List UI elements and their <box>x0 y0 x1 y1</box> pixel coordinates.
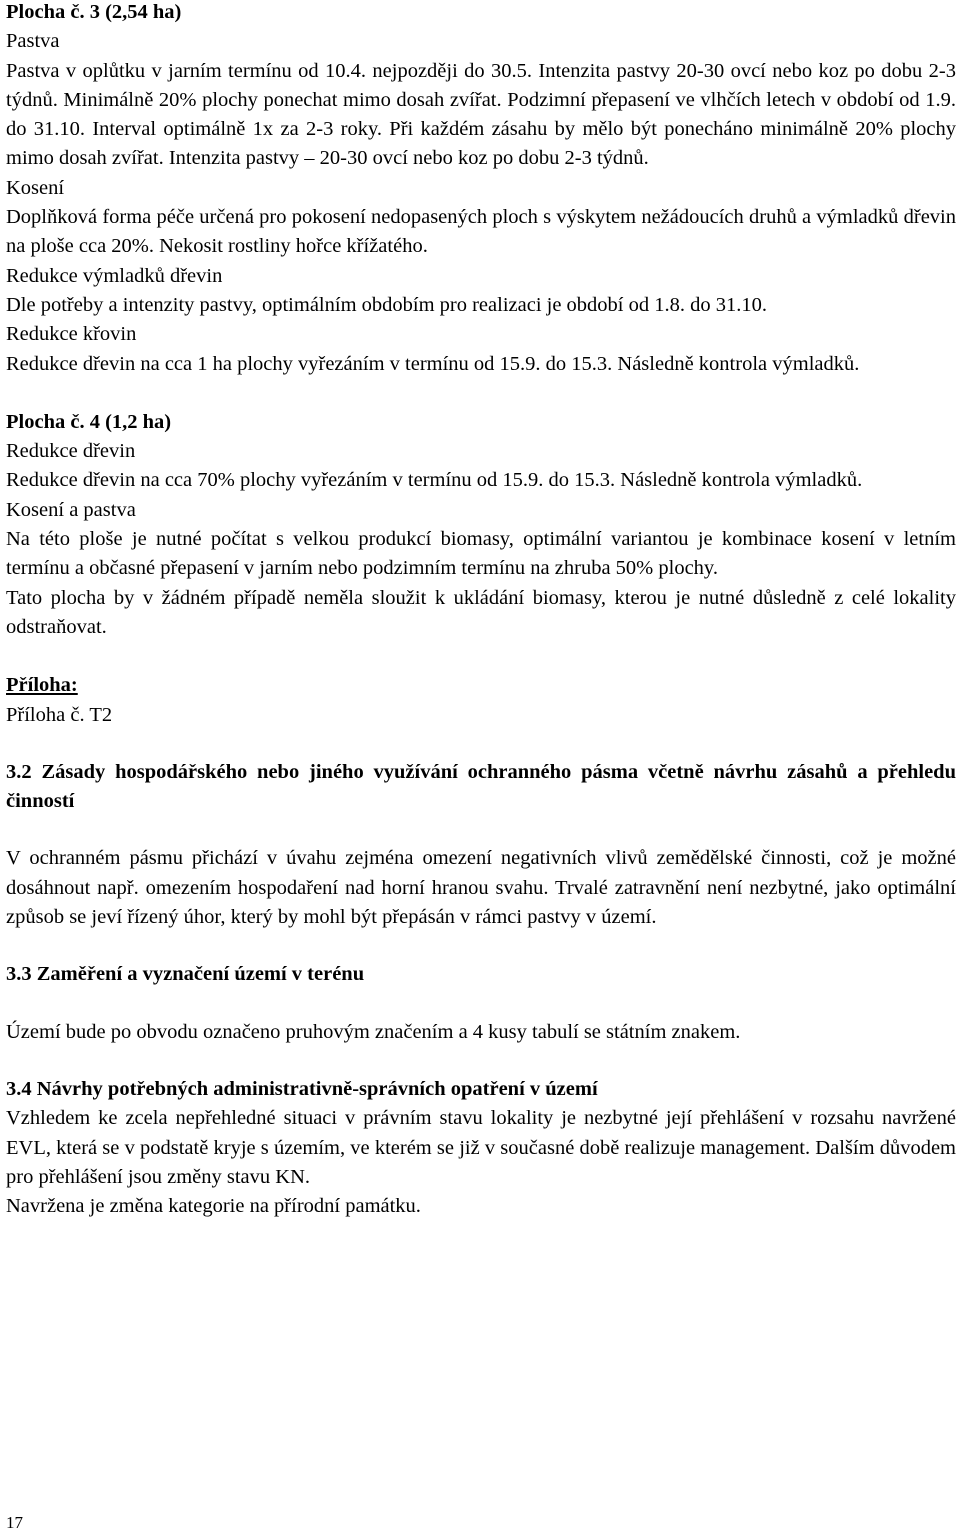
section-3-3-heading: 3.3 Zaměření a vyznačení území v terénu <box>6 963 365 986</box>
koseni-pastva-heading: Kosení a pastva <box>6 498 136 521</box>
section-3-3-paragraph: Území bude po obvodu označeno pruhovým značením a 4 kusy tabulí se státním znakem. <box>6 1020 741 1043</box>
section-3-4-heading: 3.4 Návrhy potřebných administrativně-správních opatření v území <box>6 1077 598 1100</box>
spacer <box>6 816 956 844</box>
section-3-2-heading: 3.2 Zásady hospodářského nebo jiného využívání ochranného pásma včetně návrhu zásahů a přehledu činností <box>6 760 956 813</box>
spacer <box>6 730 956 758</box>
page-number: 17 <box>6 1513 23 1532</box>
redukce-drevin-heading: Redukce dřevin <box>6 440 136 463</box>
section-3-4-paragraph-2: Navržena je změna kategorie na přírodní památku. <box>6 1195 421 1218</box>
koseni-pastva-paragraph: Na této ploše je nutné počítat s velkou produkcí biomasy, optimální variantou je kombinace kosení v letním termínu a občasné přepasení v jarním nebo podzimním termínu na zhruba 50% plochy. <box>6 528 956 580</box>
redukce-drevin-paragraph: Redukce dřevin na cca 70% plochy vyřezáním v termínu od 15.9. do 15.3. Následně kontrola výmladků. <box>6 469 863 492</box>
pastva-paragraph: Pastva v oplůtku v jarním termínu od 10.4. nejpozději do 30.5. Intenzita pastvy 20-30 ovcí nebo koz po dobu 2-3 týdnů. Minimálně 20% plochy ponechat mimo dosah zvířat. Podzimní přepasení ve vlhčích letech v období od 1.9. do 31.10. Interval optimálně 1x za 2-3 roky. Při každém zásahu by mělo být ponecháno minimálně 20% plochy mimo dosah zvířat. Intenzita pastvy – 20-30 ovcí nebo koz po dobu 2-3 týdnů. <box>6 59 956 170</box>
plocha-4-title: Plocha č. 4 (1,2 ha) <box>6 410 172 433</box>
spacer <box>6 379 956 408</box>
pastva-heading: Pastva <box>6 30 60 53</box>
priloha-heading: Příloha: <box>6 674 78 697</box>
section-3-2-paragraph: V ochranném pásmu přichází v úvahu zejména omezení negativních vlivů zemědělské činnosti, což je možné dosáhnout např. omezením hospodaření nad horní hranou svahu. Trvalé zatravnění není nezbytné, jako optimální způsob se jeví řízený úhor, který by mohl být přepásán v rámci pastvy v území. <box>6 847 956 929</box>
redukce-vymladku-heading: Redukce výmladků dřevin <box>6 264 223 287</box>
koseni-heading: Kosení <box>6 176 65 199</box>
redukce-krovin-heading: Redukce křovin <box>6 323 137 346</box>
priloha-reference: Příloha č. T2 <box>6 703 113 726</box>
spacer <box>6 642 956 671</box>
document-page <box>6 0 956 1221</box>
plocha-3-title: Plocha č. 3 (2,54 ha) <box>6 1 182 23</box>
spacer <box>6 932 956 960</box>
section-3-4-paragraph: Vzhledem ke zcela nepřehledné situaci v právním stavu lokality je nezbytné její přehlášení v rozsahu navržené EVL, která se v podstatě kryje s územím, ve kterém se již v současné době realizuje management. Dalším důvodem pro přehlášení jsou změny stavu KN. <box>6 1107 956 1188</box>
spacer <box>6 1047 956 1075</box>
koseni-paragraph: Doplňková forma péče určená pro pokosení nedopasených ploch s výskytem nežádoucích druhů a výmladků dřevin na ploše cca 20%. Nekosit rostliny hořce křížatého. <box>6 206 956 258</box>
biomasa-paragraph: Tato plocha by v žádném případě neměla sloužit k ukládání biomasy, kterou je nutné důsledně z celé lokality odstraňovat. <box>6 586 956 638</box>
redukce-vymladku-paragraph: Dle potřeby a intenzity pastvy, optimálním obdobím pro realizaci je období od 1.8. do 31.10. <box>6 293 768 316</box>
redukce-krovin-paragraph: Redukce dřevin na cca 1 ha plochy vyřezáním v termínu od 15.9. do 15.3. Následně kontrola výmladků. <box>6 352 860 375</box>
spacer <box>6 990 956 1018</box>
